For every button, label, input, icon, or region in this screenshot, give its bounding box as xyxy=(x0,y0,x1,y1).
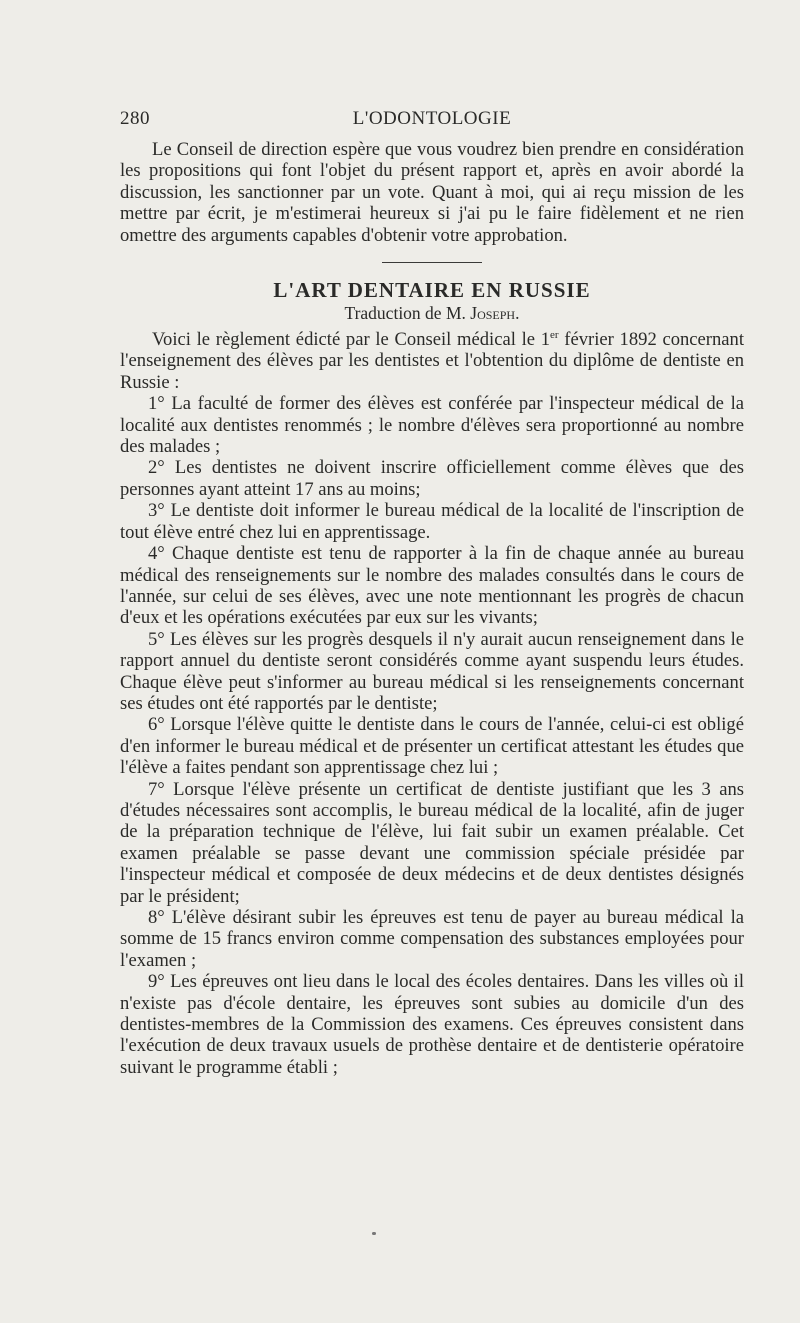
article-1: 1° La faculté de former des élèves est conférée par l'inspecteur médical de la localité aux dentistes renommés ; le nombre d'élèves sera proportionné au nombre des malades ; xyxy=(120,393,744,458)
page-header xyxy=(120,108,744,138)
page-body xyxy=(120,139,744,1078)
regulation-intro-text: Voici le règlement édicté par le Conseil médical le 1 xyxy=(152,329,551,351)
translation-prefix: Traduction de M. xyxy=(344,303,466,324)
article-8: 8° L'élève désirant subir les épreuves est tenu de payer au bureau médical la somme de 15 francs environ comme compensation des substances employées pour l'examen ; xyxy=(120,907,744,971)
section-title: L'ART DENTAIRE EN RUSSIE xyxy=(273,278,591,303)
translation-credit xyxy=(120,302,744,324)
article-7: 7° Lorsque l'élève présente un certificat de dentiste justifiant que les 3 ans d'études nécessaires sont accomplis, le bureau médical de la localité, afin de juger de la préparation technique de l'élève, lui fait subir un examen préalable. Cet examen préalable se passe devant une commission spéciale présidée par l'inspecteur médical et composée de deux médecins et de deux dentistes désignés par le président; xyxy=(120,778,744,907)
regulation-intro xyxy=(120,329,744,393)
article-6: 6° Lorsque l'élève quitte le dentiste dans le cours de l'année, celui-ci est obligé d'en informer le bureau médical et de présenter un certificat attestant les études que l'élève a faites pendant son apprentissage chez lui ; xyxy=(120,714,744,779)
intro-paragraph: Le Conseil de direction espère que vous voudrez bien prendre en considération les propositions qui font l'objet du présent rapport et, après en avoir abordé la discussion, les sanctionner par un vote. Quant à moi, qui ai reçu mission de les mettre par écrit, je m'estimerai heureux si j'ai pu le faire fidèlement et ne rien omettre des arguments capables d'obtenir votre approbation. xyxy=(120,139,744,246)
article-3: 3° Le dentiste doit informer le bureau médical de la localité de l'inscription de tout élève entré chez lui en apprentissage. xyxy=(120,500,744,543)
regulation-intro-text-end: février 1892 concernant l'enseignement des élèves par les dentistes et l'obtention du diplôme de dentiste en Russie : xyxy=(120,329,745,393)
article-4: 4° Chaque dentiste est tenu de rapporter à la fin de chaque année au bureau médical des renseignements sur le nombre des malades consultés dans le cours de l'année, sur celui de ses élèves, avec une note mentionnant les progrès de chacun d'eux et les opérations exécutées par eux sur les vivants; xyxy=(120,543,744,629)
running-title: L'ODONTOLOGIE xyxy=(352,108,512,129)
article-9: 9° Les épreuves ont lieu dans le local des écoles dentaires. Dans les villes où il n'existe pas d'école dentaire, les épreuves sont subies au domicile d'un des dentistes-membres de la Commission des examens. Ces épreuves consistent dans l'exécution de deux travaux usuels de prothèse dentaire et de dentisterie opératoire suivant le programme établi ; xyxy=(120,971,744,1078)
section-divider xyxy=(382,262,482,263)
ordinal-superscript: er xyxy=(550,328,559,341)
article-2: 2° Les dentistes ne doivent inscrire officiellement comme élèves que des personnes ayant atteint 17 ans au moins; xyxy=(120,457,744,500)
print-speck xyxy=(372,1232,376,1235)
translator-name: Joseph. xyxy=(470,303,520,324)
article-5: 5° Les élèves sur les progrès desquels il n'y aurait aucun renseignement dans le rapport annuel du dentiste seront considérés comme ayant suspendu leurs études. Chaque élève peut s'informer au bureau médical si les renseignements concernant ses études ont été rapportés par le dentiste; xyxy=(120,628,744,714)
page-number: 280 xyxy=(120,108,150,129)
